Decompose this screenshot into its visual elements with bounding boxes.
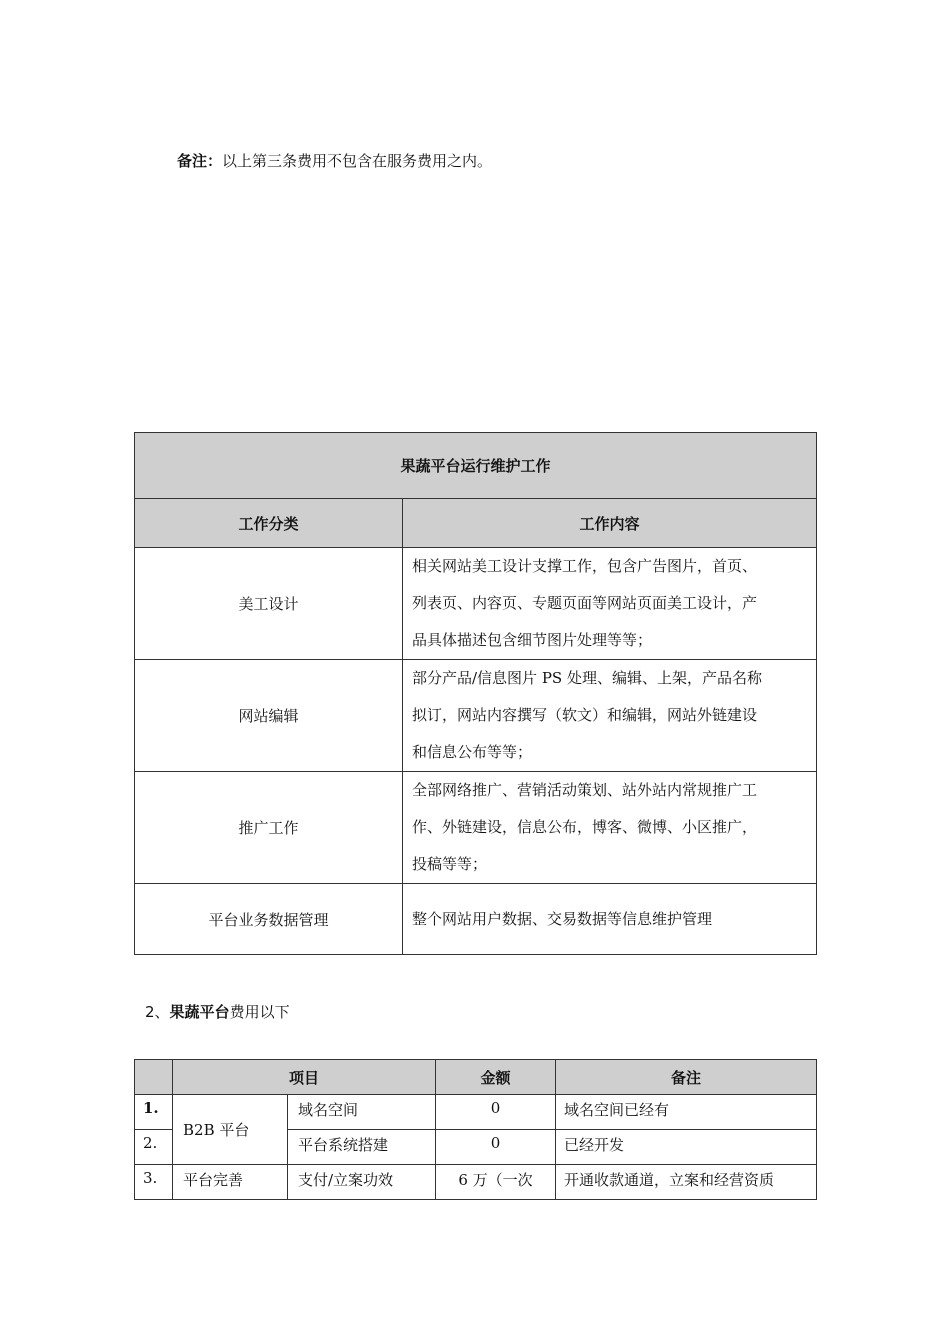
row-number: 3. [135, 1165, 173, 1200]
table-row [135, 660, 817, 772]
table-row [135, 1095, 817, 1130]
row-category: 推广工作 [135, 772, 403, 884]
content-line: 投稿等等； [412, 855, 488, 873]
row-amount: 0 [436, 1130, 556, 1165]
remark-label: 备注： [177, 152, 223, 170]
header-blank [135, 1060, 173, 1095]
table-row [135, 1165, 817, 1200]
remark-text: 以上第三条费用不包含在服务费用之内。 [222, 152, 493, 170]
row-content [403, 884, 817, 955]
content-line: 列表页、内容页、专题页面等网站页面美工设计，产 [412, 594, 758, 612]
content-line: 作、外链建设，信息公布，博客、微博、小区推广， [412, 818, 758, 836]
row-number: 1. [135, 1095, 173, 1130]
section-title-rest: 费用以下 [229, 1003, 290, 1021]
row-category: 平台业务数据管理 [135, 884, 403, 955]
section-title-bold: 果蔬平台 [169, 1003, 230, 1021]
table-row [135, 772, 817, 884]
row-item: 域名空间 [288, 1095, 436, 1130]
fee-table [134, 1059, 817, 1200]
row-item: 平台系统搭建 [288, 1130, 436, 1165]
maintenance-table [134, 432, 817, 955]
row-content [403, 660, 817, 772]
row-number: 2. [135, 1130, 173, 1165]
row-platform: B2B 平台 [173, 1095, 288, 1165]
row-item: 支付/立案功效 [288, 1165, 436, 1200]
header-amount: 金额 [436, 1060, 556, 1095]
section-number: 2、 [145, 1003, 170, 1021]
content-line: 和信息公布等等； [412, 743, 533, 761]
row-platform: 平台完善 [173, 1165, 288, 1200]
header-remark: 备注 [556, 1060, 817, 1095]
row-amount: 6 万（一次 [436, 1165, 556, 1200]
content-line: 部分产品/信息图片 PS 处理、编辑、上架，产品名称 [412, 669, 762, 687]
row-remark: 开通收款通道，立案和经营资质 [556, 1165, 817, 1200]
content-line: 整个网站用户数据、交易数据等信息维护管理 [412, 909, 713, 928]
row-category: 美工设计 [135, 548, 403, 660]
table-row [135, 884, 817, 955]
row-amount: 0 [436, 1095, 556, 1130]
row-content [403, 548, 817, 660]
remark-note [177, 150, 492, 172]
header-item: 项目 [173, 1060, 436, 1095]
maintenance-table-title: 果蔬平台运行维护工作 [135, 433, 817, 499]
row-remark: 已经开发 [556, 1130, 817, 1165]
header-work-content: 工作内容 [403, 499, 817, 548]
row-remark: 域名空间已经有 [556, 1095, 817, 1130]
content-line: 拟订，网站内容撰写（软文）和编辑，网站外链建设 [412, 706, 758, 724]
row-category: 网站编辑 [135, 660, 403, 772]
content-line: 相关网站美工设计支撑工作，包含广告图片，首页、 [412, 557, 758, 575]
row-content [403, 772, 817, 884]
section-heading [145, 1001, 290, 1023]
content-line: 全部网络推广、营销活动策划、站外站内常规推广工 [412, 781, 758, 799]
table-row [135, 548, 817, 660]
header-work-category: 工作分类 [135, 499, 403, 548]
content-line: 品具体描述包含细节图片处理等等； [412, 631, 653, 649]
